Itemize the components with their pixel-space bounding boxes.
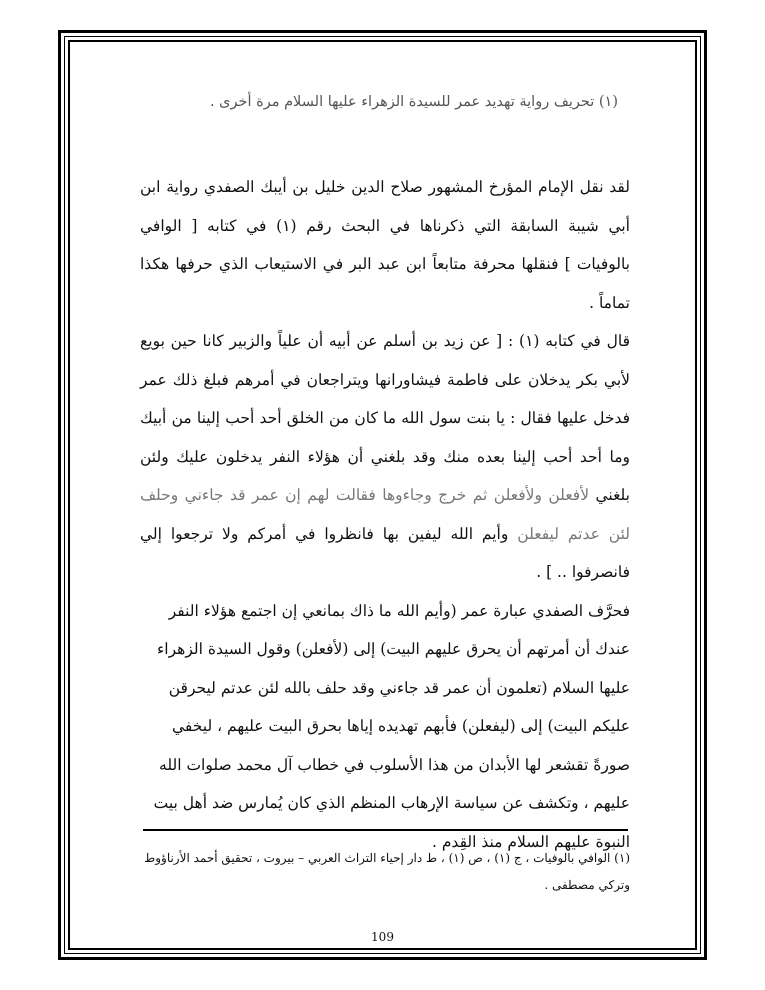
footnote-divider <box>143 829 628 831</box>
page-number: 109 <box>371 930 394 944</box>
footnote: (١) الوافي بالوفيات ، ج (١) ، ص (١) ، ط دار إحياء التراث العربي – بيروت ، تحقيق أحمد الأرناؤوط وتركي مصطفى . <box>144 851 630 892</box>
quote-text: قال في كتابه (١) : [ عن زيد بن أسلم عن أبيه أن علياً والزبير كانا حين بويع لأبي بكر يدخلان على فاطمة فيشاورانها ويتراجعان في أمرهم فبلغ ذلك عمر فدخل عليها فقال : يا بنت سول الله ما كان من الخلق أحد أحب إلينا من أبيك وما أحد أحب إلينا بعده منك وقد بلغني أن هؤلاء النفر يدخلون عليك ولئن بلغني <box>140 332 630 504</box>
quote-text-end: وأيم الله ليفين بها فانظروا في أمركم ولا ترجعوا إلي فانصرفوا .. ] . <box>140 524 630 581</box>
paragraph-analysis: فحرَّف الصفدي عبارة عمر (وأيم الله ما ذاك بمانعي إن اجتمع هؤلاء النفر عندك أن أمرتهم أن يحرق عليهم البيت) إلى (لأفعلن) وقول السيدة الزهراء عليها السلام (تعلمون أن عمر قد جاءني وقد حلف بالله لئن عدتم ليحرقن عليكم البيت) إلى (ليفعلن) فأبهم تهديده إياها بحرق البيت عليهم ، ليخفي صورةً تقشعر لها الأبدان من هذا الأسلوب في خطاب آل محمد صلوات الله عليهم ، وتكشف عن سياسة الإرهاب المنظم الذي كان يُمارس ضد أهل بيت النبوة عليهم السلام منذ القِدم . <box>153 601 630 851</box>
section-heading: (١) تحريف رواية تهديد عمر للسيدة الزهراء عليها السلام مرة أخرى . <box>209 94 618 110</box>
paragraph-quote <box>140 322 630 592</box>
page-content <box>140 88 630 861</box>
paragraph-intro: لقد نقل الإمام المؤرخ المشهور صلاح الدين خليل بن أيبك الصفدي رواية ابن أبي شيبة السابقة التي ذكرناها في البحث رقم (١) في كتابه [ الوافي بالوفيات ] فنقلها محرفة متابعاً ابن عبد البر في الاستيعاب الذي حرفها هكذا تماماً . <box>140 178 630 312</box>
quote-text-faded: لأفعلن ولأفعلن ثم خرج وجاءوها فقالت لهم إن عمر قد جاءني وحلف لئن عدتم ليفعلن <box>140 486 630 543</box>
